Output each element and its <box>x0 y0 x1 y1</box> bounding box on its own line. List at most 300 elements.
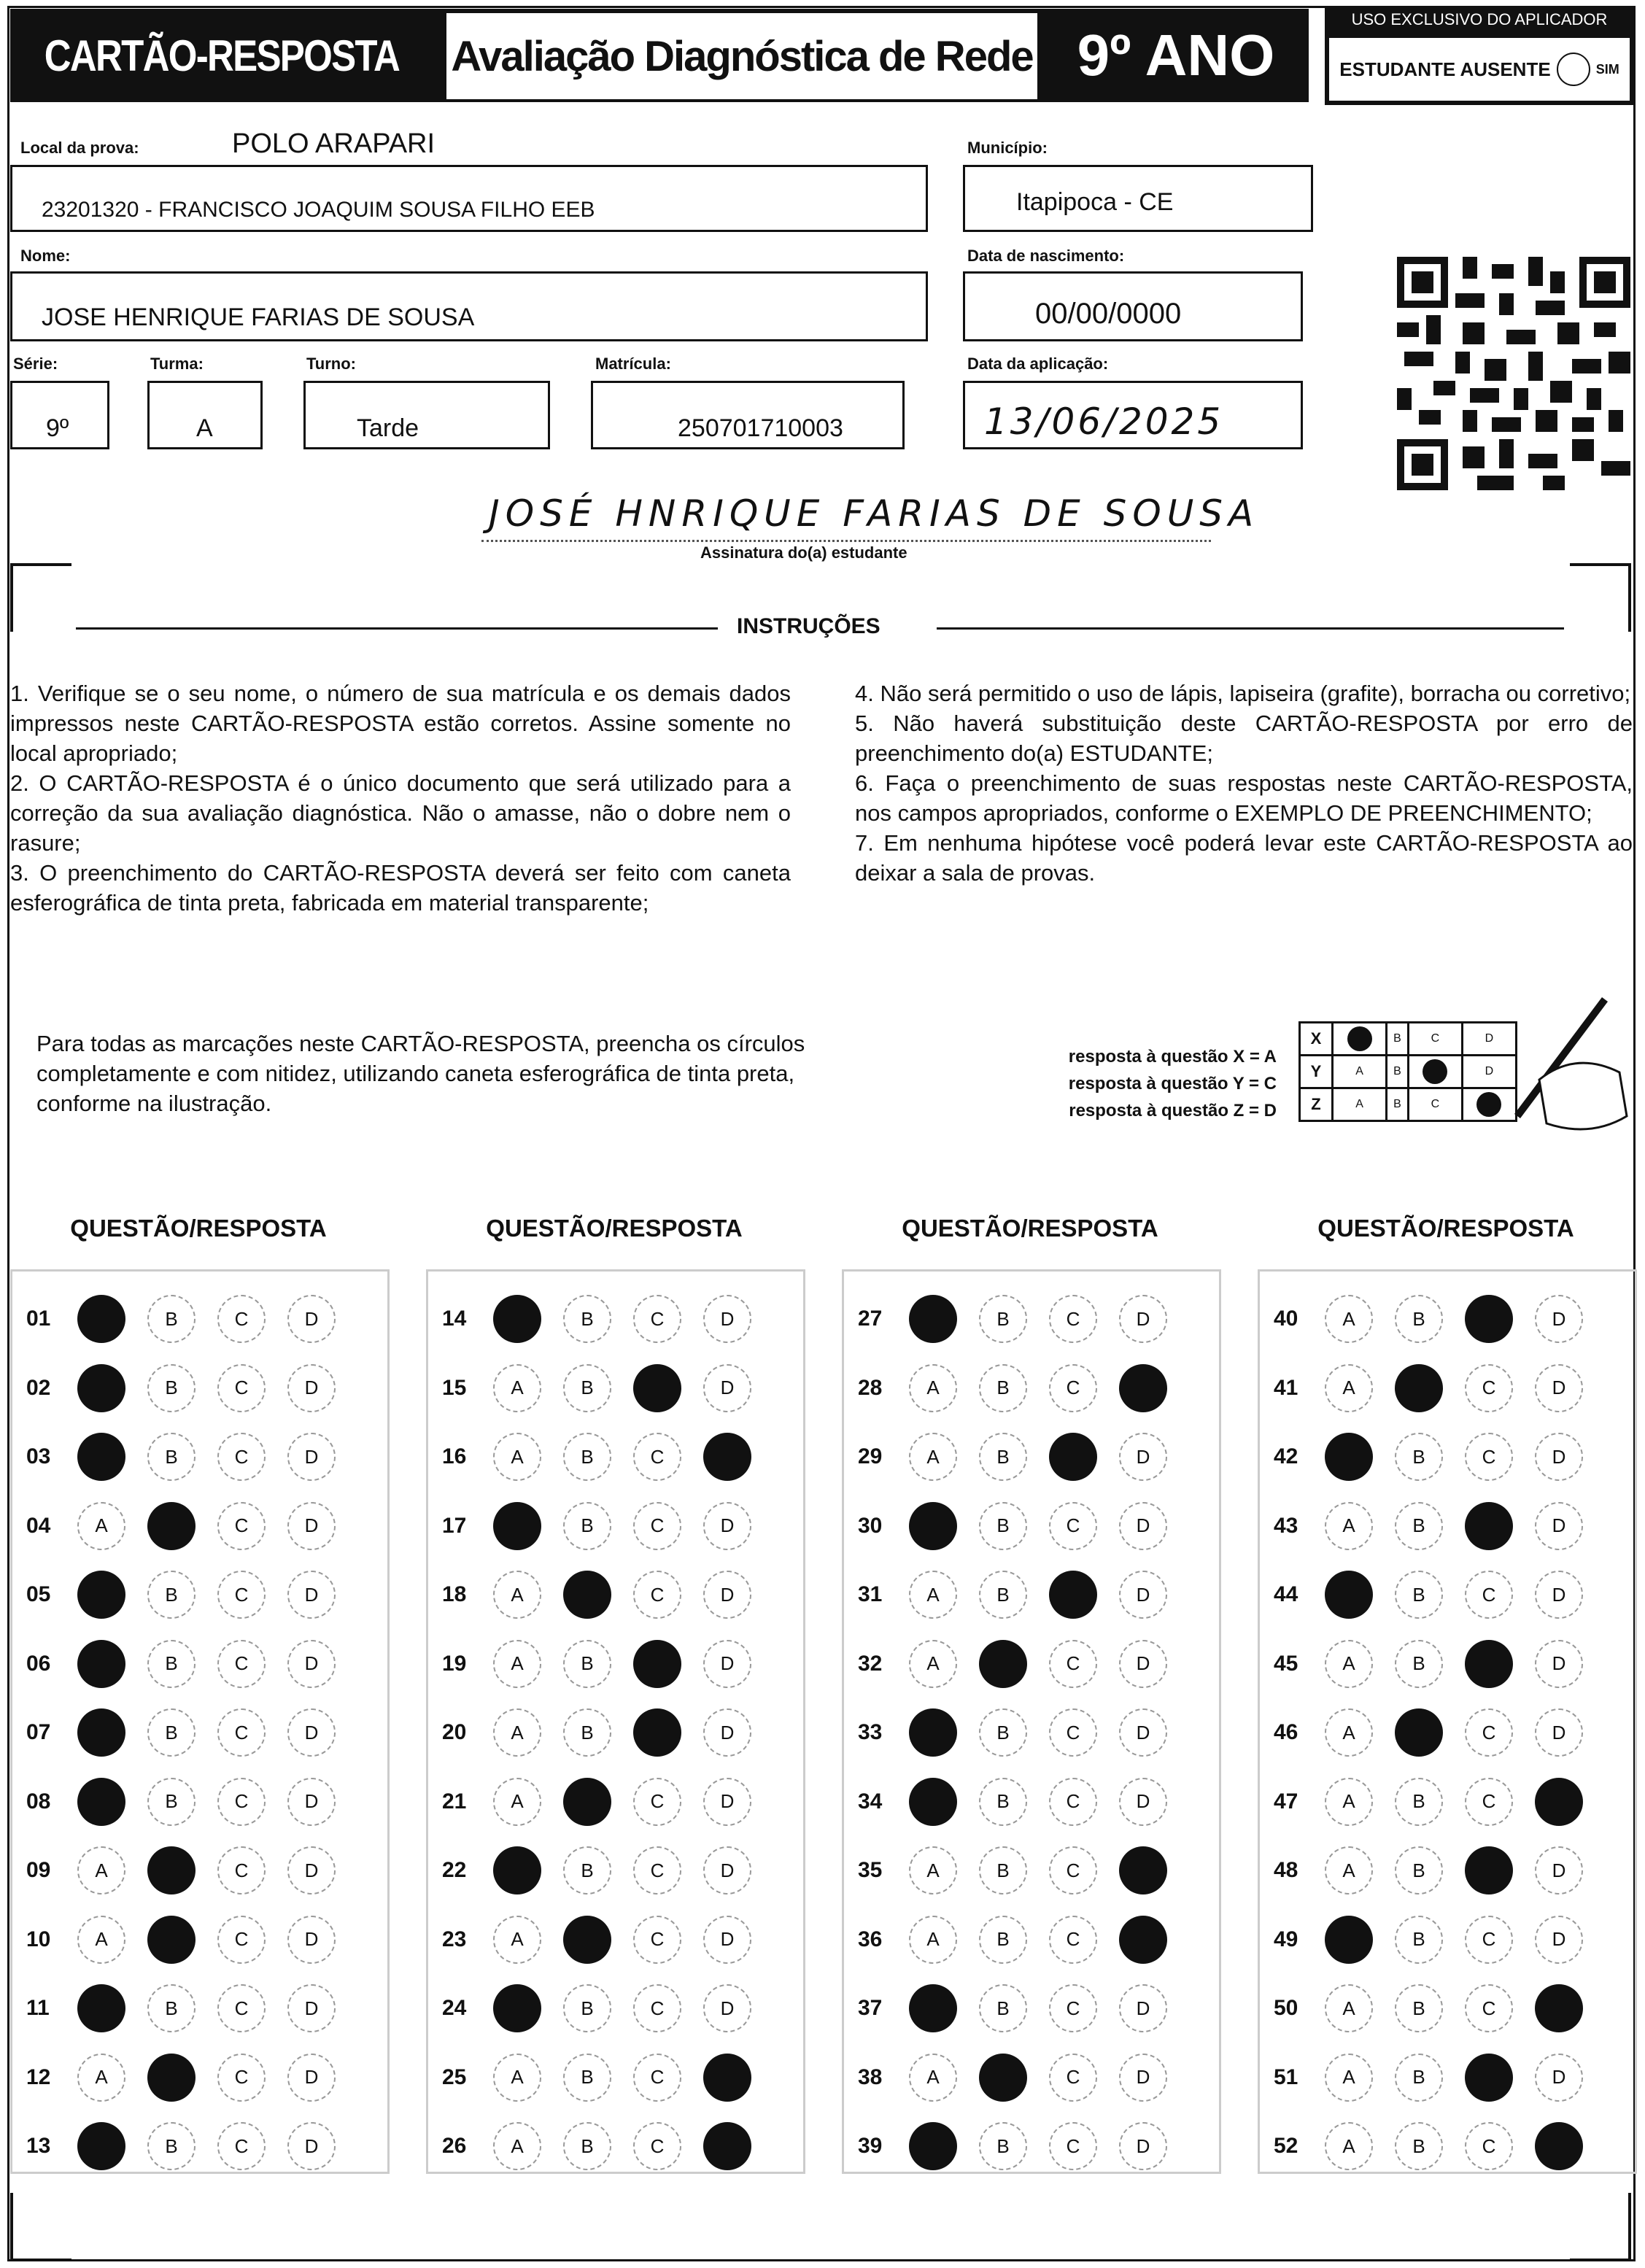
question-number: 23 <box>442 1927 467 1951</box>
filled-bubble[interactable] <box>77 1571 125 1619</box>
pen-hand-illustration <box>1488 992 1634 1145</box>
filled-bubble[interactable] <box>493 1295 541 1343</box>
option-bubble[interactable]: A <box>77 2054 125 2102</box>
question-number: 21 <box>442 1789 467 1814</box>
filled-bubble[interactable] <box>77 1640 125 1688</box>
question-number: 35 <box>858 1858 883 1882</box>
option-bubble[interactable]: A <box>1325 1640 1373 1688</box>
option-bubble[interactable]: B <box>563 1502 611 1550</box>
option-bubble[interactable]: A <box>1325 1502 1373 1550</box>
option-bubble[interactable]: A <box>1325 1708 1373 1757</box>
municipio-value: Itapipoca - CE <box>1016 188 1174 216</box>
answer-row <box>1274 1918 1605 1962</box>
question-number: 17 <box>442 1513 467 1538</box>
local-value: POLO ARAPARI <box>232 128 436 159</box>
filled-bubble[interactable] <box>909 1778 957 1826</box>
instructions-left <box>10 678 791 918</box>
option-bubble[interactable]: D <box>1535 1502 1583 1550</box>
question-number: 31 <box>858 1582 883 1606</box>
filled-bubble[interactable] <box>1049 1571 1097 1619</box>
option-bubble[interactable]: D <box>1119 1295 1167 1343</box>
question-number: 11 <box>26 1996 50 2020</box>
option-bubble[interactable]: D <box>287 1295 336 1343</box>
option-bubble[interactable]: A <box>493 1433 541 1481</box>
option-bubble[interactable]: C <box>1049 2122 1097 2170</box>
nasc-field <box>963 271 1303 341</box>
option-bubble[interactable]: C <box>633 1916 681 1964</box>
option-bubble[interactable]: B <box>1395 1778 1443 1826</box>
option-bubble[interactable]: B <box>1395 2122 1443 2170</box>
option-bubble[interactable]: A <box>493 1708 541 1757</box>
serie-value: 9º <box>46 414 69 442</box>
option-bubble[interactable]: C <box>1465 1571 1513 1619</box>
answer-row <box>442 1297 773 1341</box>
option-bubble[interactable]: C <box>633 1571 681 1619</box>
question-number: 51 <box>1274 2064 1298 2089</box>
option-bubble[interactable]: B <box>1395 1984 1443 2032</box>
filled-bubble[interactable] <box>633 1364 681 1412</box>
option-bubble[interactable]: B <box>1395 1916 1443 1964</box>
option-bubble[interactable]: B <box>979 1778 1027 1826</box>
answer-row <box>858 1986 1189 2030</box>
option-bubble[interactable]: A <box>493 1571 541 1619</box>
answer-row <box>26 1711 357 1754</box>
option-bubble[interactable]: B <box>1395 2054 1443 2102</box>
option-bubble[interactable]: D <box>287 2054 336 2102</box>
question-number: 36 <box>858 1927 883 1951</box>
option-bubble[interactable]: C <box>217 1502 266 1550</box>
filled-bubble[interactable] <box>147 1502 196 1550</box>
answer-row <box>1274 1780 1605 1824</box>
option-bubble[interactable]: B <box>979 1295 1027 1343</box>
option-bubble[interactable]: D <box>287 1502 336 1550</box>
option-bubble[interactable]: C <box>217 2054 266 2102</box>
option-bubble[interactable]: A <box>909 1571 957 1619</box>
option-bubble[interactable]: A <box>493 1778 541 1826</box>
turma-field <box>147 381 263 449</box>
example-option <box>1408 1056 1462 1088</box>
option-bubble[interactable]: C <box>1049 1502 1097 1550</box>
option-bubble[interactable]: A <box>909 1364 957 1412</box>
option-bubble[interactable]: B <box>147 1433 196 1481</box>
question-number: 20 <box>442 1720 467 1744</box>
filled-bubble[interactable] <box>1119 1364 1167 1412</box>
option-bubble[interactable]: C <box>217 1640 266 1688</box>
option-bubble[interactable]: B <box>147 1640 196 1688</box>
column-header: QUESTÃO/RESPOSTA <box>902 1215 1158 1242</box>
municipio-label: Município: <box>967 139 1048 157</box>
example-option: D <box>1462 1056 1516 1088</box>
option-bubble[interactable]: C <box>633 1984 681 2032</box>
question-number: 15 <box>442 1375 467 1400</box>
option-bubble[interactable]: B <box>979 1984 1027 2032</box>
option-bubble[interactable]: B <box>1395 1502 1443 1550</box>
option-bubble[interactable]: A <box>1325 1364 1373 1412</box>
filled-bubble[interactable] <box>77 1984 125 2032</box>
question-number: 45 <box>1274 1651 1298 1676</box>
example-row <box>1300 1088 1517 1121</box>
filled-bubble[interactable] <box>909 1708 957 1757</box>
question-number: 32 <box>858 1651 883 1676</box>
option-bubble[interactable]: D <box>1119 2054 1167 2102</box>
option-bubble[interactable]: B <box>147 1984 196 2032</box>
option-bubble[interactable]: B <box>563 1640 611 1688</box>
option-bubble[interactable]: B <box>563 1708 611 1757</box>
question-number: 29 <box>858 1444 883 1468</box>
option-bubble[interactable]: A <box>909 1916 957 1964</box>
filled-bubble[interactable] <box>77 1364 125 1412</box>
question-number: 06 <box>26 1651 51 1676</box>
option-bubble[interactable]: C <box>633 2054 681 2102</box>
filled-bubble[interactable] <box>1119 1916 1167 1964</box>
option-bubble[interactable]: D <box>703 1640 751 1688</box>
question-number: 14 <box>442 1307 467 1331</box>
absent-bubble[interactable] <box>1557 53 1590 86</box>
school-value: 23201320 - FRANCISCO JOAQUIM SOUSA FILHO EEB <box>42 198 595 222</box>
option-bubble[interactable]: C <box>1465 1984 1513 2032</box>
option-bubble[interactable]: D <box>703 1708 751 1757</box>
filled-bubble[interactable] <box>1465 1295 1513 1343</box>
filled-bubble[interactable] <box>703 2122 751 2170</box>
option-bubble[interactable]: B <box>1395 1295 1443 1343</box>
option-bubble[interactable]: B <box>1395 1640 1443 1688</box>
option-bubble[interactable]: C <box>217 1708 266 1757</box>
option-bubble[interactable]: D <box>287 1433 336 1481</box>
option-bubble[interactable]: A <box>493 1916 541 1964</box>
option-bubble[interactable]: A <box>1325 1846 1373 1894</box>
option-bubble[interactable]: D <box>703 1364 751 1412</box>
filled-bubble[interactable] <box>1465 2054 1513 2102</box>
instruction-item: 7. Em nenhuma hipótese você poderá levar este CARTÃO-RESPOSTA ao deixar a sala de provas. <box>855 830 1633 886</box>
option-bubble[interactable]: B <box>979 1502 1027 1550</box>
option-bubble[interactable]: D <box>1535 1433 1583 1481</box>
filled-bubble[interactable] <box>77 2122 125 2170</box>
grade-title: 9º ANO <box>1077 23 1275 88</box>
option-bubble[interactable]: C <box>633 1846 681 1894</box>
option-bubble[interactable]: A <box>77 1916 125 1964</box>
filled-bubble[interactable] <box>1465 1640 1513 1688</box>
option-bubble[interactable]: C <box>633 1433 681 1481</box>
nome-field <box>10 271 928 341</box>
question-number: 13 <box>26 2134 51 2158</box>
filled-bubble[interactable] <box>493 1984 541 2032</box>
filled-bubble[interactable] <box>1535 1778 1583 1826</box>
question-number: 43 <box>1274 1513 1298 1538</box>
option-bubble[interactable]: A <box>77 1502 125 1550</box>
option-bubble[interactable]: C <box>1049 1846 1097 1894</box>
option-bubble[interactable]: D <box>703 1778 751 1826</box>
option-bubble[interactable]: B <box>147 1778 196 1826</box>
option-bubble[interactable]: C <box>217 2122 266 2170</box>
signature-text: JOSÉ HNRIQUE FARIAS DE SOUSA <box>489 492 1260 535</box>
question-number: 04 <box>26 1513 51 1538</box>
option-bubble[interactable]: C <box>633 1502 681 1550</box>
filled-bubble[interactable] <box>909 1984 957 2032</box>
option-bubble[interactable]: B <box>979 1708 1027 1757</box>
filled-bubble[interactable] <box>1535 2122 1583 2170</box>
question-number: 52 <box>1274 2134 1298 2158</box>
option-bubble[interactable]: B <box>147 1571 196 1619</box>
filled-bubble[interactable] <box>1535 1984 1583 2032</box>
option-bubble[interactable]: C <box>1049 1295 1097 1343</box>
option-bubble[interactable]: C <box>633 1778 681 1826</box>
filled-bubble[interactable] <box>147 2054 196 2102</box>
option-bubble[interactable]: B <box>979 1571 1027 1619</box>
option-bubble[interactable]: C <box>217 1916 266 1964</box>
option-bubble[interactable]: C <box>633 1295 681 1343</box>
filled-bubble[interactable] <box>77 1295 125 1343</box>
municipio-field <box>963 165 1313 232</box>
turno-label: Turno: <box>306 355 357 373</box>
option-bubble[interactable]: D <box>1119 1708 1167 1757</box>
option-bubble[interactable]: B <box>563 1846 611 1894</box>
option-bubble[interactable]: D <box>1535 1571 1583 1619</box>
option-bubble[interactable]: B <box>563 1433 611 1481</box>
option-bubble[interactable]: B <box>147 1364 196 1412</box>
option-bubble[interactable]: C <box>1465 1364 1513 1412</box>
filled-bubble[interactable] <box>563 1571 611 1619</box>
option-bubble[interactable]: B <box>563 2054 611 2102</box>
filled-bubble[interactable] <box>1395 1708 1443 1757</box>
option-bubble[interactable]: C <box>1049 1640 1097 1688</box>
option-bubble[interactable]: D <box>1535 2054 1583 2102</box>
example-option: B <box>1387 1023 1409 1056</box>
option-bubble[interactable]: A <box>1325 1778 1373 1826</box>
option-bubble[interactable]: B <box>1395 1571 1443 1619</box>
answer-row <box>858 1918 1189 1962</box>
question-number: 49 <box>1274 1927 1298 1951</box>
filled-bubble[interactable] <box>633 1640 681 1688</box>
option-bubble[interactable]: B <box>1395 1846 1443 1894</box>
option-bubble[interactable]: D <box>287 2122 336 2170</box>
instruction-item: 3. O preenchimento do CARTÃO-RESPOSTA deverá ser feito com caneta esferográfica de tinta preta, fabricada em material transparente; <box>10 860 791 916</box>
option-bubble[interactable]: C <box>1049 2054 1097 2102</box>
filled-bubble[interactable] <box>1325 1571 1373 1619</box>
option-bubble[interactable]: D <box>287 1916 336 1964</box>
question-number: 38 <box>858 2064 883 2089</box>
option-bubble[interactable]: C <box>1465 1778 1513 1826</box>
filled-bubble[interactable] <box>493 1502 541 1550</box>
option-bubble[interactable]: C <box>1049 1708 1097 1757</box>
option-bubble[interactable]: C <box>217 1571 266 1619</box>
column-header: QUESTÃO/RESPOSTA <box>486 1215 743 1242</box>
option-bubble[interactable]: D <box>1535 1916 1583 1964</box>
example-option: C <box>1408 1088 1462 1121</box>
option-bubble[interactable]: A <box>493 1640 541 1688</box>
option-bubble[interactable]: B <box>979 1364 1027 1412</box>
answer-row <box>26 2056 357 2099</box>
option-bubble[interactable]: B <box>979 1846 1027 1894</box>
filled-bubble[interactable] <box>1465 1846 1513 1894</box>
option-bubble[interactable]: C <box>1049 1984 1097 2032</box>
filled-bubble[interactable] <box>1119 1846 1167 1894</box>
filled-bubble[interactable] <box>703 2054 751 2102</box>
filled-bubble[interactable] <box>563 1778 611 1826</box>
filled-bubble[interactable] <box>147 1916 196 1964</box>
answer-row <box>442 1711 773 1754</box>
option-bubble[interactable]: B <box>147 1295 196 1343</box>
nome-value: JOSE HENRIQUE FARIAS DE SOUSA <box>42 303 475 331</box>
option-bubble[interactable]: A <box>909 2054 957 2102</box>
absent-label: ESTUDANTE AUSENTE <box>1339 58 1551 80</box>
option-bubble[interactable]: D <box>1535 1640 1583 1688</box>
option-bubble[interactable]: D <box>287 1778 336 1826</box>
filled-bubble[interactable] <box>909 2122 957 2170</box>
turma-value: A <box>196 414 213 442</box>
option-bubble[interactable]: D <box>703 1846 751 1894</box>
question-number: 16 <box>442 1444 467 1468</box>
option-bubble[interactable]: B <box>563 1364 611 1412</box>
option-bubble[interactable]: C <box>1049 1916 1097 1964</box>
option-bubble[interactable]: C <box>217 1295 266 1343</box>
option-bubble[interactable]: D <box>1119 1502 1167 1550</box>
filled-bubble[interactable] <box>147 1846 196 1894</box>
example-question: X <box>1300 1023 1333 1056</box>
filled-bubble[interactable] <box>1325 1433 1373 1481</box>
filled-bubble[interactable] <box>633 1708 681 1757</box>
nome-label: Nome: <box>20 247 71 265</box>
filled-bubble[interactable] <box>909 1502 957 1550</box>
nasc-label: Data de nascimento: <box>967 247 1125 265</box>
example-option: C <box>1408 1023 1462 1056</box>
aplicacao-value: 13/06/2025 <box>984 400 1224 443</box>
option-bubble[interactable]: C <box>1049 1778 1097 1826</box>
option-bubble[interactable]: D <box>287 1571 336 1619</box>
option-bubble[interactable]: C <box>1465 1916 1513 1964</box>
filled-bubble[interactable] <box>703 1433 751 1481</box>
option-bubble[interactable]: C <box>1049 1364 1097 1412</box>
option-bubble[interactable]: B <box>563 1984 611 2032</box>
option-bubble[interactable]: D <box>287 1640 336 1688</box>
option-bubble[interactable]: D <box>703 1916 751 1964</box>
question-number: 01 <box>26 1307 51 1331</box>
answer-row <box>858 1849 1189 1892</box>
option-bubble[interactable]: D <box>703 1984 751 2032</box>
answer-row <box>442 1504 773 1548</box>
filled-bubble[interactable] <box>1049 1433 1097 1481</box>
filled-bubble[interactable] <box>77 1433 125 1481</box>
filled-bubble[interactable] <box>77 1778 125 1826</box>
corner-mark <box>10 563 71 632</box>
answer-row <box>1274 1435 1605 1479</box>
example-option: B <box>1387 1056 1409 1088</box>
option-bubble[interactable]: D <box>287 1984 336 2032</box>
answer-row <box>26 1366 357 1410</box>
option-bubble[interactable]: A <box>77 1846 125 1894</box>
column-header: QUESTÃO/RESPOSTA <box>70 1215 327 1242</box>
question-number: 12 <box>26 2064 51 2089</box>
option-bubble[interactable]: D <box>1119 1571 1167 1619</box>
answer-row <box>1274 1849 1605 1892</box>
option-bubble[interactable]: A <box>1325 1295 1373 1343</box>
answer-row <box>26 1504 357 1548</box>
option-bubble[interactable]: C <box>217 1778 266 1826</box>
applicator-label: USO EXCLUSIVO DO APLICADOR <box>1351 10 1608 28</box>
answer-row <box>1274 2124 1605 2168</box>
instruction-item: 2. O CARTÃO-RESPOSTA é o único documento que será utilizado para a correção da sua avaliação diagnóstica. Não o amasse, não o dobre nem o rasure; <box>10 770 791 856</box>
aplicacao-field <box>963 381 1303 449</box>
answer-row <box>858 2056 1189 2099</box>
option-bubble[interactable]: A <box>1325 2054 1373 2102</box>
option-bubble[interactable]: A <box>909 1433 957 1481</box>
option-bubble[interactable]: C <box>217 1846 266 1894</box>
option-bubble[interactable]: C <box>217 1984 266 2032</box>
question-number: 44 <box>1274 1582 1298 1606</box>
option-bubble[interactable]: D <box>703 1295 751 1343</box>
option-bubble[interactable]: D <box>703 1502 751 1550</box>
option-bubble[interactable]: B <box>979 2122 1027 2170</box>
option-bubble[interactable]: B <box>979 1433 1027 1481</box>
answer-row <box>1274 1711 1605 1754</box>
answer-row <box>442 2124 773 2168</box>
option-bubble[interactable]: C <box>633 2122 681 2170</box>
option-bubble[interactable]: D <box>1535 1295 1583 1343</box>
option-bubble[interactable]: A <box>493 1364 541 1412</box>
option-bubble[interactable]: A <box>493 2054 541 2102</box>
filled-bubble[interactable] <box>493 1846 541 1894</box>
answer-row <box>26 2124 357 2168</box>
filled-bubble[interactable] <box>979 1640 1027 1688</box>
option-bubble[interactable]: D <box>1119 1640 1167 1688</box>
filled-bubble[interactable] <box>909 1295 957 1343</box>
serie-field <box>10 381 109 449</box>
option-bubble[interactable]: D <box>1535 1364 1583 1412</box>
option-bubble[interactable]: B <box>563 1295 611 1343</box>
option-bubble[interactable]: C <box>217 1364 266 1412</box>
option-bubble[interactable]: D <box>1119 1984 1167 2032</box>
option-bubble[interactable]: C <box>217 1433 266 1481</box>
filled-bubble[interactable] <box>1465 1502 1513 1550</box>
filled-bubble[interactable] <box>563 1916 611 1964</box>
option-bubble[interactable]: B <box>563 2122 611 2170</box>
option-bubble[interactable]: D <box>1119 1778 1167 1826</box>
option-bubble[interactable]: D <box>703 1571 751 1619</box>
answer-row <box>442 1780 773 1824</box>
option-bubble[interactable]: B <box>979 1916 1027 1964</box>
option-bubble[interactable]: D <box>1535 1708 1583 1757</box>
option-bubble[interactable]: B <box>1395 1433 1443 1481</box>
answer-row <box>26 1849 357 1892</box>
option-bubble[interactable]: D <box>1119 2122 1167 2170</box>
option-bubble[interactable]: A <box>909 1640 957 1688</box>
option-bubble[interactable]: A <box>909 1846 957 1894</box>
filled-bubble[interactable] <box>979 2054 1027 2102</box>
example-legend-item: resposta à questão Z = D <box>1069 1101 1277 1121</box>
filled-bubble[interactable] <box>1395 1364 1443 1412</box>
option-bubble[interactable]: C <box>1465 1433 1513 1481</box>
option-bubble[interactable]: D <box>1535 1846 1583 1894</box>
filled-bubble[interactable] <box>1325 1916 1373 1964</box>
question-number: 25 <box>442 2064 467 2089</box>
option-bubble[interactable]: A <box>1325 2122 1373 2170</box>
answer-row <box>858 1573 1189 1617</box>
question-number: 08 <box>26 1789 51 1814</box>
option-bubble[interactable]: A <box>1325 1984 1373 2032</box>
option-bubble[interactable]: B <box>147 2122 196 2170</box>
option-bubble[interactable]: D <box>287 1846 336 1894</box>
option-bubble[interactable]: B <box>147 1708 196 1757</box>
option-bubble[interactable]: D <box>287 1708 336 1757</box>
option-bubble[interactable]: A <box>493 2122 541 2170</box>
filled-bubble[interactable] <box>77 1708 125 1757</box>
option-bubble[interactable]: C <box>1465 2122 1513 2170</box>
answer-row <box>858 1711 1189 1754</box>
answer-row <box>26 1642 357 1686</box>
question-number: 09 <box>26 1858 51 1882</box>
option-bubble[interactable]: D <box>287 1364 336 1412</box>
option-bubble[interactable]: C <box>1465 1708 1513 1757</box>
option-bubble[interactable]: D <box>1119 1433 1167 1481</box>
